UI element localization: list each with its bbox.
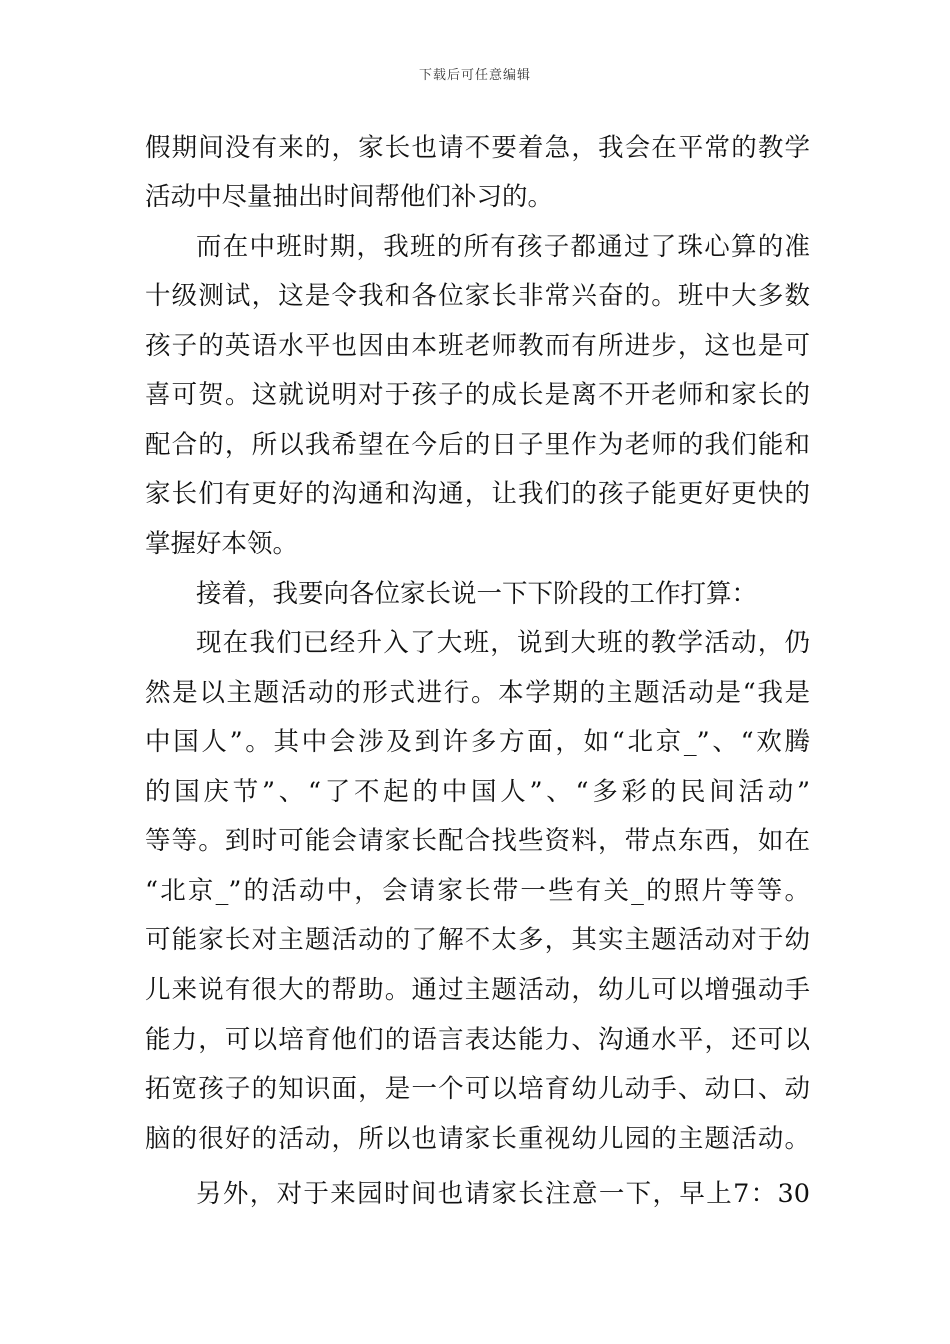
body-line: 儿来说有很大的帮助。通过主题活动，幼儿可以增强动手 (145, 975, 810, 1005)
body-line: 能力，可以培育他们的语言表达能力、沟通水平，还可以 (145, 1025, 810, 1055)
body-line: 中国人”。其中会涉及到许多方面，如“北京_”、“欢腾 (145, 727, 810, 757)
body-line: 另外，对于来园时间也请家长注意一下，早上7：30 (196, 1179, 810, 1209)
body-line: 而在中班时期，我班的所有孩子都通过了珠心算的准 (196, 232, 810, 262)
body-line: 的国庆节”、“了不起的中国人”、“多彩的民间活动” (145, 777, 810, 807)
body-line: 拓宽孩子的知识面，是一个可以培育幼儿动手、动口、动 (145, 1074, 810, 1104)
page-header: 下载后可任意编辑 (418, 68, 531, 83)
body-line: 喜可贺。这就说明对于孩子的成长是离不开老师和家长的 (145, 380, 810, 410)
body-line: 家长们有更好的沟通和沟通，让我们的孩子能更好更快的 (145, 479, 810, 509)
body-line: 假期间没有来的，家长也请不要着急，我会在平常的教学 (145, 133, 810, 163)
body-line: 十级测试，这是令我和各位家长非常兴奋的。班中大多数 (145, 281, 810, 311)
body-line: 接着，我要向各位家长说一下下阶段的工作打算： (196, 579, 758, 609)
body-line: 孩子的英语水平也因由本班老师教而有所进步，这也是可 (145, 331, 810, 361)
body-line: 然是以主题活动的形式进行。本学期的主题活动是“我是 (145, 678, 810, 708)
body-line: 等等。到时可能会请家长配合找些资料，带点东西，如在 (145, 826, 810, 856)
body-line: 现在我们已经升入了大班，说到大班的教学活动，仍 (196, 628, 810, 658)
body-line: 脑的很好的活动，所以也请家长重视幼儿园的主题活动。 (145, 1124, 810, 1154)
body-line: 活动中尽量抽出时间帮他们补习的。 (145, 182, 554, 212)
body-line: 配合的，所以我希望在今后的日子里作为老师的我们能和 (145, 430, 810, 460)
body-line: 掌握好本领。 (145, 529, 299, 559)
body-line: 可能家长对主题活动的了解不太多，其实主题活动对于幼 (145, 925, 810, 955)
body-line: “北京_”的活动中，会请家长带一些有关_的照片等等。 (145, 876, 810, 906)
